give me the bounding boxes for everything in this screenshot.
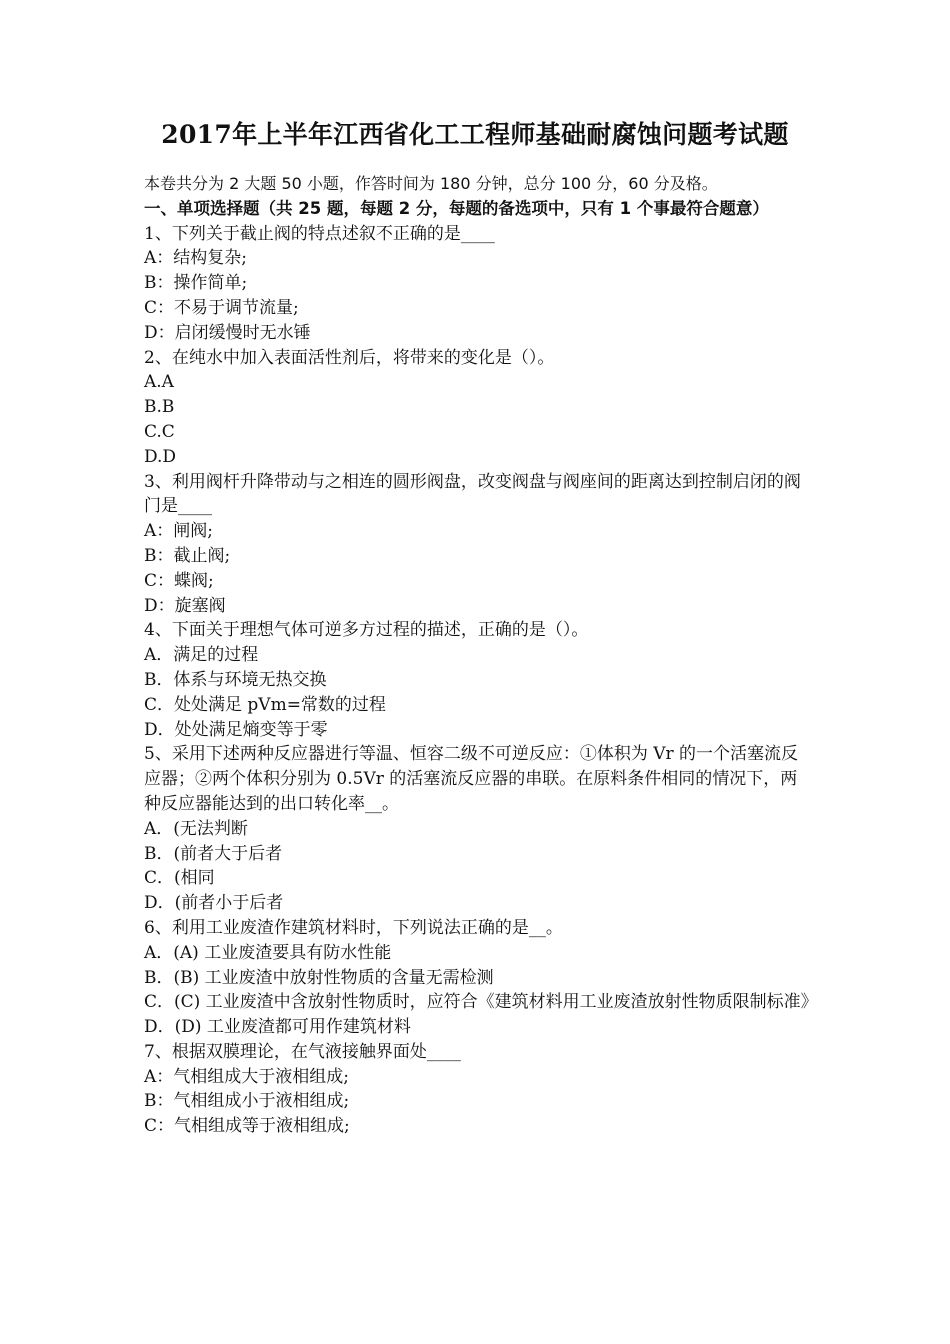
question-stem: 1、下列关于截止阀的特点述叙不正确的是____: [144, 223, 495, 244]
option-item: D．处处满足熵变等于零: [144, 719, 328, 740]
exam-intro: 本卷共分为 2 大题 50 小题，作答时间为 180 分钟，总分 100 分，60 分及格。: [144, 174, 718, 193]
option-list: [144, 1065, 812, 1139]
option-item: A．满足的过程: [144, 645, 259, 666]
option-item: A.A: [144, 372, 174, 393]
question-item: [144, 222, 812, 346]
option-list: [144, 519, 812, 618]
section-heading: 一、单项选择题（共 25 题，每题 2 分，每题的备选项中，只有 1 个事最符合题意）: [144, 198, 769, 218]
option-item: C：蝶阀;: [144, 570, 214, 591]
option-item: B.B: [144, 397, 175, 418]
option-item: A：气相组成大于液相组成;: [144, 1066, 350, 1087]
option-item: A：结构复杂;: [144, 248, 248, 269]
document-title: 2017年上半年江西省化工工程师基础耐腐蚀问题考试题: [161, 120, 789, 149]
question-item: [144, 346, 812, 470]
option-item: D：启闭缓慢时无水锤: [144, 322, 311, 343]
option-item: D：旋塞阀: [144, 595, 226, 616]
option-item: C.C: [144, 421, 175, 442]
option-item: C：气相组成等于液相组成;: [144, 1116, 350, 1137]
option-item: A．(A) 工业废渣要具有防水性能: [144, 942, 392, 963]
question-stem: 2、在纯水中加入表面活性剂后，将带来的变化是（）。: [144, 347, 555, 368]
question-item: [144, 742, 812, 916]
question-item: [144, 470, 812, 619]
option-item: B：气相组成小于液相组成;: [144, 1091, 350, 1112]
option-item: B．体系与环境无热交换: [144, 669, 327, 690]
question-stem: 3、利用阀杆升降带动与之相连的圆形阀盘，改变阀盘与阀座间的距离达到控制启闭的阀门是____: [144, 471, 801, 517]
option-item: C．处处满足 pVm=常数的过程: [144, 694, 386, 715]
option-item: D．(D) 工业废渣都可用作建筑材料: [144, 1017, 411, 1038]
option-list: [144, 817, 812, 916]
document-body: [144, 172, 818, 1139]
option-item: D.D: [144, 446, 177, 467]
option-item: A：闸阀;: [144, 521, 214, 542]
question-list: [144, 222, 818, 1139]
option-list: [144, 370, 812, 469]
question-stem: 5、采用下述两种反应器进行等温、恒容二级不可逆反应：①体积为 Vr 的一个活塞流反应器；②两个体积分别为 0.5Vr 的活塞流反应器的串联。在原料条件相同的情况下，两种反应器能达到的出口转化率__。: [144, 744, 799, 814]
option-item: B．(前者大于后者: [144, 843, 283, 864]
option-item: B．(B) 工业废渣中放射性物质的含量无需检测: [144, 967, 494, 988]
option-list: [144, 246, 812, 345]
option-item: D．(前者小于后者: [144, 893, 284, 914]
option-item: B：操作简单;: [144, 273, 248, 294]
question-stem: 7、根据双膜理论，在气液接触界面处____: [144, 1041, 461, 1062]
option-item: C：不易于调节流量;: [144, 297, 299, 318]
option-list: [144, 643, 812, 742]
option-item: A．(无法判断: [144, 818, 248, 839]
question-item: [144, 916, 818, 1040]
question-item: [144, 1040, 812, 1139]
option-list: [144, 941, 818, 1040]
question-item: [144, 618, 812, 742]
option-item: C．(C) 工业废渣中含放射性物质时，应符合《建筑材料用工业废渣放射性物质限制标准》: [144, 992, 818, 1013]
option-item: B：截止阀;: [144, 545, 231, 566]
option-item: C．(相同: [144, 868, 215, 889]
question-stem: 6、利用工业废渣作建筑材料时，下列说法正确的是__。: [144, 917, 563, 938]
question-stem: 4、下面关于理想气体可逆多方过程的描述，正确的是（）。: [144, 620, 589, 641]
